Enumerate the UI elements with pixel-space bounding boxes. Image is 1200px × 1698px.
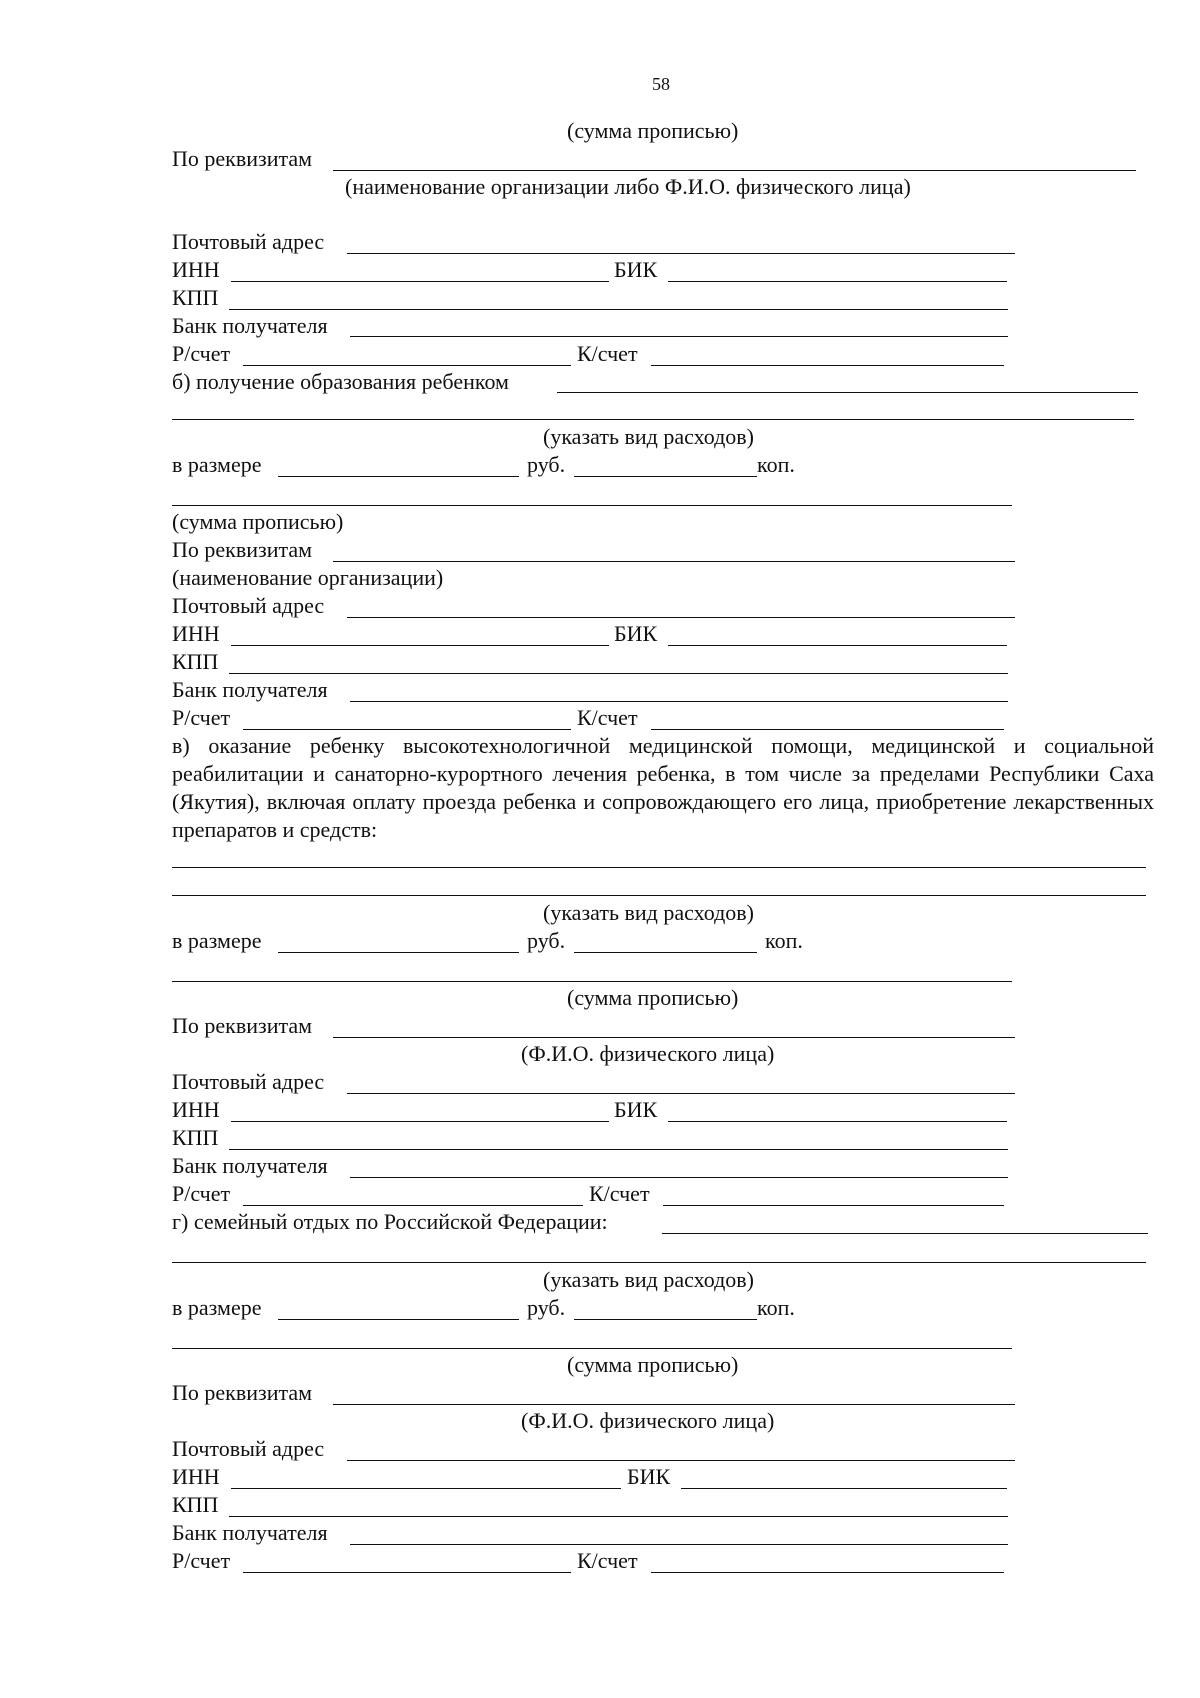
settlement-account-field[interactable] <box>243 1205 583 1206</box>
organization-caption: (наименование организации либо Ф.И.О. физического лица) <box>345 174 911 199</box>
kpp-label: КПП <box>172 285 219 310</box>
rekvizity-label: По реквизитам <box>172 146 313 171</box>
kop-label: коп. <box>765 928 803 953</box>
person-caption: (Ф.И.О. физического лица) <box>521 1408 775 1433</box>
person-caption: (Ф.И.О. физического лица) <box>521 1041 775 1066</box>
sum-in-words-field[interactable] <box>172 505 1012 506</box>
inn-field[interactable] <box>231 1488 621 1489</box>
rub-label: руб. <box>527 928 566 953</box>
bank-label: Банк получателя <box>172 677 328 702</box>
postal-address-label: Почтовый адрес <box>172 1436 325 1461</box>
bik-field[interactable] <box>668 281 1007 282</box>
rub-label: руб. <box>527 1295 566 1320</box>
inn-field[interactable] <box>231 645 609 646</box>
corr-account-label: К/счет <box>577 341 638 366</box>
amount-label: в размере <box>172 452 262 477</box>
corr-account-label: К/счет <box>577 1548 638 1573</box>
kop-label: коп. <box>757 452 795 477</box>
bank-field[interactable] <box>350 701 1008 702</box>
expense-type-caption: (указать вид расходов) <box>543 424 755 449</box>
rekvizity-label: По реквизитам <box>172 537 313 562</box>
item-v-paragraph: в) оказание ребенку высокотехнологичной медицинской помощи, медицинской и социальной реабилитации и санаторно-курортного лечения ребенка, в том числе за пределами Республики Саха (Якутия), включая оплату проезда ребенка и сопровождающего его лица, приобретение лекарственных препаратов и средств: <box>172 733 1154 842</box>
settlement-account-label: Р/счет <box>172 1181 231 1206</box>
bank-label: Банк получателя <box>172 1520 328 1545</box>
postal-address-field[interactable] <box>347 1460 1015 1461</box>
inn-label: ИНН <box>172 1097 220 1122</box>
item-v-field-1[interactable] <box>172 867 1146 868</box>
postal-address-label: Почтовый адрес <box>172 593 325 618</box>
settlement-account-label: Р/счет <box>172 705 231 730</box>
kpp-label: КПП <box>172 1125 219 1150</box>
bik-field[interactable] <box>668 645 1007 646</box>
corr-account-field[interactable] <box>651 729 1004 730</box>
inn-field[interactable] <box>231 281 609 282</box>
kpp-label: КПП <box>172 1492 219 1517</box>
kpp-field[interactable] <box>229 1149 1008 1150</box>
rekvizity-label: По реквизитам <box>172 1013 313 1038</box>
inn-label: ИНН <box>172 257 220 282</box>
item-b-title: б) получение образования ребенком <box>172 369 509 394</box>
inn-label: ИНН <box>172 621 220 646</box>
item-g-title: г) семейный отдых по Российской Федерации: <box>172 1209 608 1234</box>
item-b-field[interactable] <box>557 392 1138 393</box>
organization-caption: (наименование организации) <box>172 565 444 590</box>
inn-field[interactable] <box>231 1121 609 1122</box>
kopecks-field[interactable] <box>574 1319 757 1320</box>
expense-type-caption: (указать вид расходов) <box>543 900 755 925</box>
sum-in-words-caption: (сумма прописью) <box>567 1352 739 1377</box>
bik-field[interactable] <box>668 1121 1007 1122</box>
expense-type-caption: (указать вид расходов) <box>543 1267 755 1292</box>
postal-address-field[interactable] <box>347 1093 1015 1094</box>
corr-account-label: К/счет <box>589 1181 650 1206</box>
sum-in-words-field[interactable] <box>172 981 1012 982</box>
rekvizity-label: По реквизитам <box>172 1380 313 1405</box>
settlement-account-field[interactable] <box>243 729 571 730</box>
postal-address-field[interactable] <box>347 617 1015 618</box>
postal-address-label: Почтовый адрес <box>172 1069 325 1094</box>
rekvizity-field[interactable] <box>333 1404 1015 1405</box>
kpp-field[interactable] <box>229 673 1008 674</box>
rubles-field[interactable] <box>278 952 519 953</box>
bik-field[interactable] <box>681 1488 1007 1489</box>
postal-address-field[interactable] <box>347 253 1015 254</box>
rubles-field[interactable] <box>278 476 519 477</box>
corr-account-label: К/счет <box>577 705 638 730</box>
corr-account-field[interactable] <box>651 1572 1004 1573</box>
bik-label: БИК <box>614 257 658 282</box>
page-number: 58 <box>652 74 670 94</box>
item-v-field-2[interactable] <box>172 895 1146 896</box>
rekvizity-field[interactable] <box>333 1037 1015 1038</box>
sum-in-words-field[interactable] <box>172 1348 1012 1349</box>
corr-account-field[interactable] <box>651 365 1004 366</box>
expense-type-field[interactable] <box>172 419 1134 420</box>
amount-label: в размере <box>172 1295 262 1320</box>
settlement-account-field[interactable] <box>243 1572 571 1573</box>
rekvizity-field[interactable] <box>333 561 1015 562</box>
settlement-account-field[interactable] <box>243 365 571 366</box>
rekvizity-field[interactable] <box>333 170 1136 171</box>
sum-in-words-caption: (сумма прописью) <box>567 118 739 143</box>
settlement-account-label: Р/счет <box>172 341 231 366</box>
bik-label: БИК <box>627 1464 671 1489</box>
expense-type-field[interactable] <box>172 1262 1146 1263</box>
settlement-account-label: Р/счет <box>172 1548 231 1573</box>
corr-account-field[interactable] <box>663 1205 1004 1206</box>
amount-label: в размере <box>172 928 262 953</box>
inn-label: ИНН <box>172 1464 220 1489</box>
bank-label: Банк получателя <box>172 1153 328 1178</box>
kpp-label: КПП <box>172 649 219 674</box>
bik-label: БИК <box>614 621 658 646</box>
kpp-field[interactable] <box>229 309 1008 310</box>
sum-in-words-caption: (сумма прописью) <box>172 509 344 534</box>
kop-label: коп. <box>757 1295 795 1320</box>
kopecks-field[interactable] <box>574 476 757 477</box>
item-g-field[interactable] <box>662 1233 1148 1234</box>
postal-address-label: Почтовый адрес <box>172 229 325 254</box>
kpp-field[interactable] <box>229 1516 1008 1517</box>
rub-label: руб. <box>527 452 566 477</box>
kopecks-field[interactable] <box>574 952 757 953</box>
bank-field[interactable] <box>350 1177 1008 1178</box>
sum-in-words-caption: (сумма прописью) <box>567 985 739 1010</box>
bank-field[interactable] <box>350 1544 1008 1545</box>
rubles-field[interactable] <box>278 1319 519 1320</box>
bank-label: Банк получателя <box>172 313 328 338</box>
bank-field[interactable] <box>350 336 1008 337</box>
bik-label: БИК <box>614 1097 658 1122</box>
